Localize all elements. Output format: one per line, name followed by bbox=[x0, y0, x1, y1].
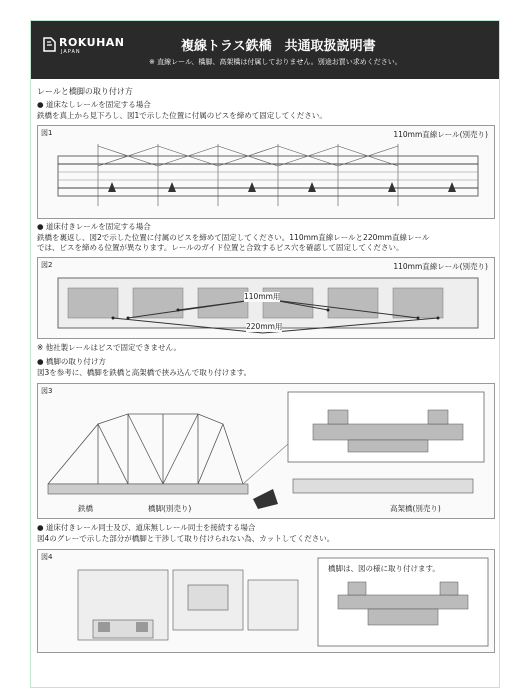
brand-sub: JAPAN bbox=[61, 49, 81, 55]
figure-1-label: 図1 bbox=[41, 129, 53, 137]
section-heading-rails: レールと橋脚の取り付け方 bbox=[37, 87, 133, 96]
text-with-bed-2: では、ビスを締める位置が異なります。レールのガイド位置と合致するビス穴を確認して固定してください。 bbox=[37, 243, 404, 252]
figure-2-label: 図2 bbox=[41, 261, 53, 269]
page-title: 複線トラス鉄橋 共通取扱説明書 bbox=[181, 39, 376, 54]
figure-3 bbox=[37, 383, 495, 519]
figure-4 bbox=[37, 549, 495, 653]
label-110mm: 110mm用 bbox=[244, 292, 281, 301]
figure-1 bbox=[37, 125, 495, 219]
label-220mm: 220mm用 bbox=[246, 322, 283, 331]
subheading-pier: ● 橋脚の取り付け方 bbox=[37, 357, 106, 366]
text-with-bed-1: 鉄橋を裏返し、図2で示した位置に付属のビスを締めて固定してください。110mm直線レールと220mm直線レール bbox=[37, 233, 430, 242]
header-note: ※ 直線レール、橋脚、高架橋は付属しておりません。別途お買い求めください。 bbox=[149, 58, 402, 66]
logo-mark-icon bbox=[43, 37, 56, 52]
text-connect: 図4のグレーで示した部分が橋脚と干渉して取り付けられない為、カットしてください。 bbox=[37, 534, 335, 543]
other-rail-note: ※ 他社製レールはビスで固定できません。 bbox=[37, 343, 181, 352]
subheading-connect: ● 道床付きレール同士及び、道床無しレール同士を接続する場合 bbox=[37, 523, 256, 532]
figure-3-label: 図3 bbox=[41, 387, 53, 395]
truss-top-view-illustration bbox=[38, 126, 494, 218]
figure-2-rail-label: 110mm直線レール(別売り) bbox=[393, 262, 488, 271]
text-pier: 図3を参考に、橋脚を鉄橋と高架橋で挟み込んで取り付けます。 bbox=[37, 368, 252, 377]
label-viaduct: 高架橋(別売り) bbox=[390, 504, 441, 513]
header-bar bbox=[31, 21, 499, 79]
figure-2 bbox=[37, 257, 495, 339]
label-bridge: 鉄橋 bbox=[78, 504, 93, 513]
figure-4-label: 図4 bbox=[41, 553, 53, 561]
truss-side-view-illustration bbox=[38, 384, 494, 518]
subheading-no-bed: ● 道床なしレールを固定する場合 bbox=[37, 100, 151, 109]
text-no-bed: 鉄橋を真上から見下ろし、図1で示した位置に付属のビスを締めて固定してください。 bbox=[37, 111, 327, 120]
brand-logo bbox=[45, 36, 125, 55]
figure-4-caption: 橋脚は、図の様に取り付けます。 bbox=[328, 564, 440, 573]
brand-name: ROKUHAN bbox=[59, 36, 125, 49]
label-pier: 橋脚(別売り) bbox=[148, 504, 192, 513]
instruction-sheet bbox=[30, 20, 500, 688]
subheading-with-bed: ● 道床付きレールを固定する場合 bbox=[37, 222, 151, 231]
figure-1-rail-label: 110mm直線レール(別売り) bbox=[393, 130, 488, 139]
